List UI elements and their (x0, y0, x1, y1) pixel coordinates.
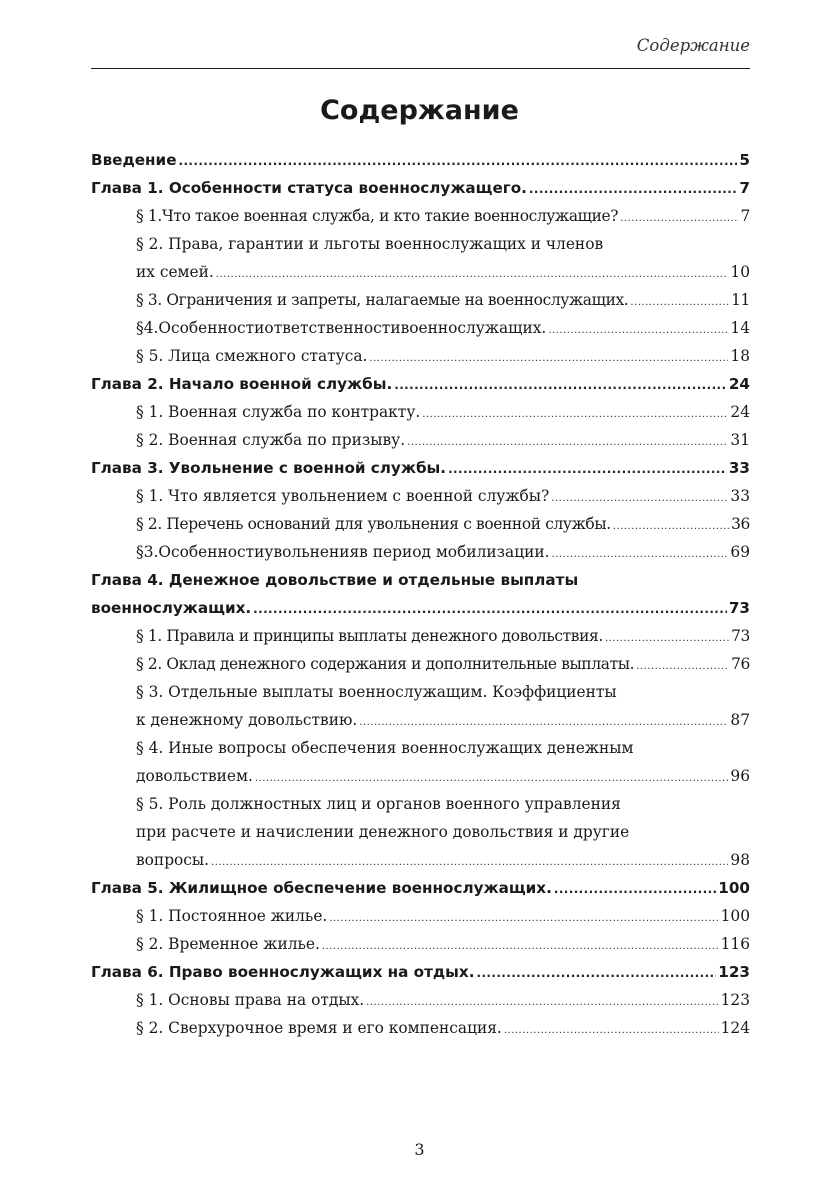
dot-leader (448, 455, 727, 483)
dot-leader (216, 261, 729, 289)
toc-page-number: 73 (731, 627, 750, 645)
running-header: Содержание (91, 36, 750, 69)
toc-entry-text: § 2. Оклад денежного содержания и дополнительные выплаты. (136, 655, 635, 673)
toc-chapter-line[interactable] (91, 566, 750, 594)
toc-entry-text: Введение (91, 151, 177, 169)
toc-entry-text: § 3. Ограничения и запреты, налагаемые на военнослужащих. (136, 291, 629, 309)
toc-entry-text: § 2. Сверхурочное время и его компенсация. (136, 1019, 502, 1037)
toc-entry-text: при расчете и начислении денежного довольствия и другие (136, 823, 630, 841)
toc-page-number: 31 (730, 431, 750, 449)
dot-leader (255, 765, 729, 793)
dot-leader (613, 513, 729, 541)
dot-leader (554, 875, 716, 903)
dot-leader (504, 1017, 719, 1045)
toc-page-number: 100 (720, 907, 750, 925)
toc-entry-text: их семей. (136, 263, 214, 281)
dot-leader (476, 959, 716, 987)
toc-entry-text: Глава 2. Начало военной службы. (91, 375, 393, 393)
toc-page-number: 76 (731, 655, 750, 673)
toc-entry-text: § 1.Что такое военная служба, и кто такие военнослужащие? (136, 207, 619, 225)
dot-leader (630, 289, 729, 317)
toc-chapter-line[interactable] (91, 454, 750, 482)
toc-entry-text: § 1. Правила и принципы выплаты денежного довольствия. (136, 627, 603, 645)
toc-chapter-line[interactable] (91, 874, 750, 902)
toc-page-number: 10 (730, 263, 750, 281)
toc-section-line[interactable] (91, 398, 750, 426)
toc-section-line[interactable] (91, 818, 750, 846)
toc-section-line[interactable] (91, 902, 750, 930)
toc-chapter-line[interactable] (91, 370, 750, 398)
toc-entry-text: довольствием. (136, 767, 253, 785)
dot-leader (366, 989, 718, 1017)
toc-page-number: 116 (720, 935, 750, 953)
toc-section-line[interactable] (91, 846, 750, 874)
dot-leader (329, 905, 718, 933)
toc-entry-text: § 1. Военная служба по контракту. (136, 403, 421, 421)
toc-chapter-line[interactable] (91, 146, 750, 174)
dot-leader (211, 849, 728, 877)
dot-leader (552, 541, 729, 569)
dot-leader (359, 709, 728, 737)
toc-section-line[interactable] (91, 538, 750, 566)
toc-page-number: 36 (731, 515, 750, 533)
toc-section-line[interactable] (91, 314, 750, 342)
toc-page-number: 124 (720, 1019, 750, 1037)
toc-entry-text: § 2. Перечень оснований для увольнения с военной службы. (136, 515, 611, 533)
toc-section-line[interactable] (91, 650, 750, 678)
toc-section-line[interactable] (91, 342, 750, 370)
toc-section-line[interactable] (91, 286, 750, 314)
toc-section-line[interactable] (91, 258, 750, 286)
toc-page-number: 11 (731, 291, 750, 309)
toc-page-number: 123 (718, 963, 750, 981)
toc-page-number: 18 (730, 347, 750, 365)
toc-section-line[interactable] (91, 482, 750, 510)
dot-leader (548, 317, 728, 345)
toc-entry-text: Глава 6. Право военнослужащих на отдых. (91, 963, 475, 981)
toc-entry-text: § 2. Военная служба по призыву. (136, 431, 406, 449)
toc-page-number: 69 (730, 543, 750, 561)
toc-page-number: 33 (730, 487, 750, 505)
dot-leader (551, 485, 728, 513)
toc-entry-text: §4.Особенностиответственностивоеннослужащих. (136, 319, 547, 337)
toc-section-line[interactable] (91, 426, 750, 454)
toc-section-line[interactable] (91, 678, 750, 706)
toc-entry-text: § 1. Постоянное жилье. (136, 907, 328, 925)
toc-entry-text: к денежному довольствию. (136, 711, 358, 729)
toc-page-number: 96 (730, 767, 750, 785)
toc-entry-text: § 4. Иные вопросы обеспечения военнослужащих денежным (136, 739, 634, 757)
toc-section-line[interactable] (91, 930, 750, 958)
dot-leader (605, 625, 729, 653)
page-title: Содержание (320, 95, 519, 126)
toc-page-number: 7 (740, 207, 750, 225)
toc-entry-text: § 5. Роль должностных лиц и органов военного управления (136, 795, 621, 813)
toc-page-number: 73 (728, 599, 750, 617)
toc-page-number: 98 (730, 851, 750, 869)
toc-page-number: 100 (718, 879, 750, 897)
toc-entry-text: Глава 1. Особенности статуса военнослужащего. (91, 179, 527, 197)
toc-section-line[interactable] (91, 202, 750, 230)
dot-leader (620, 205, 738, 233)
toc-page-number: 5 (739, 151, 750, 169)
toc-page-number: 7 (739, 179, 750, 197)
toc-section-line[interactable] (91, 622, 750, 650)
toc-chapter-line[interactable] (91, 594, 750, 622)
dot-leader (529, 175, 738, 203)
table-of-contents (91, 146, 750, 1042)
dot-leader (322, 933, 719, 961)
dot-leader (407, 429, 728, 457)
toc-chapter-line[interactable] (91, 958, 750, 986)
toc-page-number: 33 (728, 459, 750, 477)
toc-section-line[interactable] (91, 510, 750, 538)
toc-chapter-line[interactable] (91, 174, 750, 202)
toc-page-number: 24 (728, 375, 750, 393)
toc-entry-text: § 5. Лица смежного статуса. (136, 347, 368, 365)
toc-page-number: 24 (730, 403, 750, 421)
toc-section-line[interactable] (91, 790, 750, 818)
toc-entry-text: § 3. Отдельные выплаты военнослужащим. Коэффициенты (136, 683, 617, 701)
toc-section-line[interactable] (91, 706, 750, 734)
toc-entry-text: §3.Особенностиувольненияв период мобилизации. (136, 543, 550, 561)
dot-leader (422, 401, 728, 429)
toc-section-line[interactable] (91, 986, 750, 1014)
toc-page-number: 14 (730, 319, 750, 337)
toc-entry-text: Глава 5. Жилищное обеспечение военнослужащих. (91, 879, 552, 897)
toc-section-line[interactable] (91, 762, 750, 790)
dot-leader (394, 371, 727, 399)
dot-leader (253, 595, 727, 623)
toc-page-number: 123 (720, 991, 750, 1009)
toc-entry-text: Глава 4. Денежное довольствие и отдельные выплаты (91, 571, 579, 589)
toc-section-line[interactable] (91, 230, 750, 258)
dot-leader (369, 345, 728, 373)
toc-page-number: 87 (730, 711, 750, 729)
toc-entry-text: военнослужащих. (91, 599, 252, 617)
dot-leader (636, 653, 729, 681)
toc-entry-text: вопросы. (136, 851, 210, 869)
toc-entry-text: § 1. Что является увольнением с военной службы? (136, 487, 550, 505)
toc-section-line[interactable] (91, 734, 750, 762)
page-number: 3 (414, 1140, 425, 1159)
toc-entry-text: § 1. Основы права на отдых. (136, 991, 365, 1009)
dot-leader (179, 147, 738, 175)
toc-section-line[interactable] (91, 1014, 750, 1042)
toc-entry-text: § 2. Права, гарантии и льготы военнослужащих и членов (136, 235, 604, 253)
toc-entry-text: § 2. Временное жилье. (136, 935, 320, 953)
toc-entry-text: Глава 3. Увольнение с военной службы. (91, 459, 447, 477)
